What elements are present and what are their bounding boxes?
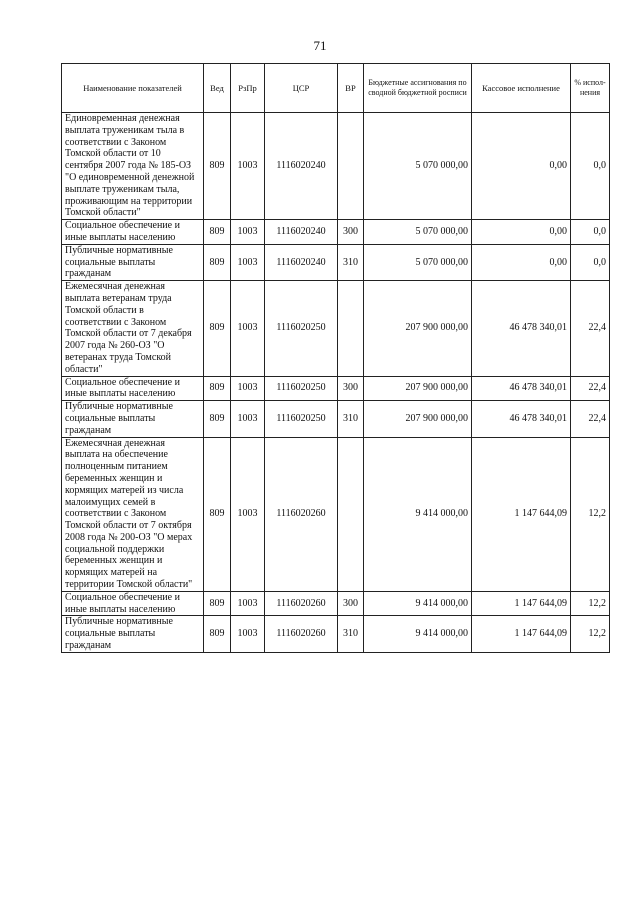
- cell-rzpr: 1003: [231, 437, 265, 591]
- cell-name: Социальное обеспечение и иные выплаты населению: [62, 220, 204, 245]
- cell-percent: 12,2: [571, 591, 610, 616]
- cell-percent: 22,4: [571, 281, 610, 376]
- cell-percent: 22,4: [571, 376, 610, 401]
- cell-rzpr: 1003: [231, 244, 265, 280]
- cell-ved: 809: [204, 281, 231, 376]
- cell-ved: 809: [204, 437, 231, 591]
- cell-ved: 809: [204, 591, 231, 616]
- cell-vr: 310: [338, 616, 364, 652]
- cell-vr: [338, 281, 364, 376]
- cell-csr: 1116020260: [265, 616, 338, 652]
- cell-ved: 809: [204, 616, 231, 652]
- cell-cash-execution: 46 478 340,01: [472, 401, 571, 437]
- cell-assignments: 5 070 000,00: [364, 244, 472, 280]
- cell-vr: 310: [338, 244, 364, 280]
- cell-name: Публичные нормативные социальные выплаты гражданам: [62, 616, 204, 652]
- cell-cash-execution: 46 478 340,01: [472, 281, 571, 376]
- cell-name: Социальное обеспечение и иные выплаты населению: [62, 591, 204, 616]
- header-cash-execution: Кассовое исполнение: [472, 64, 571, 113]
- cell-cash-execution: 0,00: [472, 220, 571, 245]
- cell-cash-execution: 1 147 644,09: [472, 591, 571, 616]
- cell-csr: 1116020240: [265, 113, 338, 220]
- cell-vr: 300: [338, 591, 364, 616]
- cell-vr: 310: [338, 401, 364, 437]
- cell-vr: [338, 113, 364, 220]
- table-header-row: [62, 64, 610, 113]
- cell-percent: 0,0: [571, 220, 610, 245]
- cell-cash-execution: 0,00: [472, 113, 571, 220]
- cell-name: Ежемесячная денежная выплата на обеспечение полноценным питанием беременных женщин и кормящих матерей из числа малоимущих семей в соответствии с Законом Томской области от 7 октября 2008 года № 200-ОЗ "О мерах социальной поддержки беременных женщин и кормящих матерей на территории Томской области": [62, 437, 204, 591]
- cell-assignments: 9 414 000,00: [364, 591, 472, 616]
- cell-cash-execution: 1 147 644,09: [472, 616, 571, 652]
- table-row: [62, 281, 610, 376]
- cell-ved: 809: [204, 376, 231, 401]
- budget-table: [61, 63, 610, 653]
- header-name: Наименование показателей: [62, 64, 204, 113]
- cell-rzpr: 1003: [231, 401, 265, 437]
- cell-name: Социальное обеспечение и иные выплаты населению: [62, 376, 204, 401]
- table-row: [62, 437, 610, 591]
- cell-percent: 22,4: [571, 401, 610, 437]
- cell-csr: 1116020240: [265, 220, 338, 245]
- cell-assignments: 207 900 000,00: [364, 281, 472, 376]
- cell-csr: 1116020260: [265, 437, 338, 591]
- header-percent: % испол-нения: [571, 64, 610, 113]
- cell-ved: 809: [204, 113, 231, 220]
- table-row: [62, 376, 610, 401]
- cell-name: Ежемесячная денежная выплата ветеранам труда Томской области в соответствии с Законом Томской области от 7 декабря 2007 года № 260-ОЗ "О ветеранах труда Томской области": [62, 281, 204, 376]
- cell-name: Публичные нормативные социальные выплаты гражданам: [62, 244, 204, 280]
- cell-cash-execution: 46 478 340,01: [472, 376, 571, 401]
- cell-percent: 0,0: [571, 244, 610, 280]
- header-ved: Вед: [204, 64, 231, 113]
- cell-assignments: 9 414 000,00: [364, 616, 472, 652]
- cell-rzpr: 1003: [231, 616, 265, 652]
- cell-csr: 1116020250: [265, 281, 338, 376]
- cell-ved: 809: [204, 244, 231, 280]
- header-csr: ЦСР: [265, 64, 338, 113]
- cell-assignments: 9 414 000,00: [364, 437, 472, 591]
- cell-rzpr: 1003: [231, 220, 265, 245]
- table-row: [62, 244, 610, 280]
- cell-percent: 12,2: [571, 616, 610, 652]
- cell-rzpr: 1003: [231, 376, 265, 401]
- cell-assignments: 5 070 000,00: [364, 113, 472, 220]
- cell-assignments: 207 900 000,00: [364, 401, 472, 437]
- cell-csr: 1116020250: [265, 401, 338, 437]
- cell-vr: 300: [338, 220, 364, 245]
- cell-rzpr: 1003: [231, 113, 265, 220]
- cell-cash-execution: 0,00: [472, 244, 571, 280]
- cell-rzpr: 1003: [231, 281, 265, 376]
- header-assignments: Бюджетные ассигнования по сводной бюджетной росписи: [364, 64, 472, 113]
- header-rzpr: РзПр: [231, 64, 265, 113]
- table-row: [62, 113, 610, 220]
- cell-csr: 1116020260: [265, 591, 338, 616]
- cell-csr: 1116020240: [265, 244, 338, 280]
- table-row: [62, 220, 610, 245]
- cell-assignments: 207 900 000,00: [364, 376, 472, 401]
- cell-csr: 1116020250: [265, 376, 338, 401]
- table-row: [62, 616, 610, 652]
- cell-name: Единовременная денежная выплата труженикам тыла в соответствии с Законом Томской области от 10 сентября 2007 года № 185-ОЗ "О единовременной денежной выплате труженикам тыла, проживающим на территории Томской области": [62, 113, 204, 220]
- table-row: [62, 401, 610, 437]
- header-vr: ВР: [338, 64, 364, 113]
- cell-assignments: 5 070 000,00: [364, 220, 472, 245]
- cell-percent: 0,0: [571, 113, 610, 220]
- page-number: 71: [313, 38, 327, 53]
- cell-cash-execution: 1 147 644,09: [472, 437, 571, 591]
- cell-vr: 300: [338, 376, 364, 401]
- cell-percent: 12,2: [571, 437, 610, 591]
- table-row: [62, 591, 610, 616]
- cell-ved: 809: [204, 401, 231, 437]
- cell-name: Публичные нормативные социальные выплаты гражданам: [62, 401, 204, 437]
- cell-vr: [338, 437, 364, 591]
- cell-ved: 809: [204, 220, 231, 245]
- cell-rzpr: 1003: [231, 591, 265, 616]
